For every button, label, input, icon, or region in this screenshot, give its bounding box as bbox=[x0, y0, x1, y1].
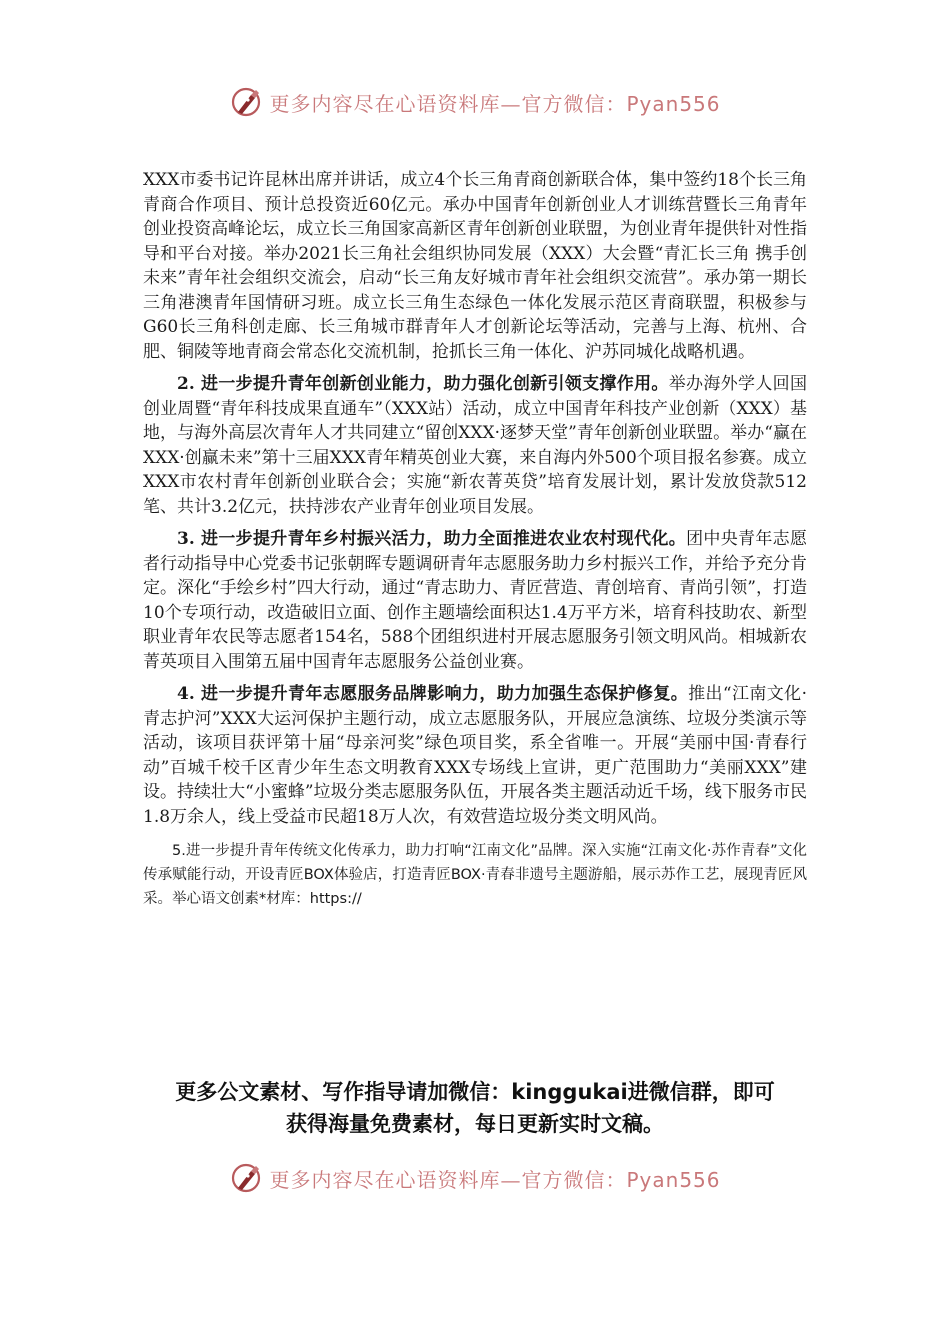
banner-prefix: 更多内容尽在心语资料库—官方微信： bbox=[269, 1167, 627, 1192]
pen-nib-logo-icon bbox=[229, 85, 263, 119]
banner-prefix: 更多内容尽在心语资料库—官方微信： bbox=[269, 91, 627, 116]
promo-line-2: 获得海量免费素材，每日更新实时文稿。 bbox=[286, 1112, 664, 1136]
promo-line-1: 更多公文素材、写作指导请加微信：kinggukai进微信群，即可 bbox=[175, 1080, 775, 1104]
paragraph-3 bbox=[143, 527, 807, 674]
paragraph-4-heading: 4. 进一步提升青年志愿服务品牌影响力，助力加强生态保护修复。 bbox=[177, 684, 689, 704]
paragraph-5: 5.进一步提升青年传统文化传承力，助力打响“江南文化”品牌。深入实施“江南文化·苏作青春”文化传承赋能行动，开设青匠BOX体验店，打造青匠BOX·青春非遗号主题游船，展示苏作工艺，展现青匠风采。举心语文创素*材库：https:// bbox=[143, 843, 807, 907]
paragraph-4 bbox=[143, 682, 807, 829]
document-body bbox=[143, 168, 807, 911]
banner-text bbox=[269, 1164, 720, 1193]
pen-nib-logo-icon bbox=[229, 1161, 263, 1195]
header-banner bbox=[0, 80, 950, 124]
paragraph-2 bbox=[143, 372, 807, 519]
banner-text bbox=[269, 88, 720, 117]
paragraph-continued: XXX市委书记许昆林出席并讲话，成立4个长三角青商创新联合体，集中签约18个长三角青商合作项目、预计总投资近60亿元。承办中国青年创新创业人才训练营暨长三角青年创业投资高峰论坛，成立长三角国家高新区青年创新创业联盟，为创业青年提供针对性指导和平台对接。举办2021长三角社会组织协同发展（XXX）大会暨“青汇长三角 携手创未来”青年社会组织交流会，启动“长三角友好城市青年社会组织交流营”。承办第一期长三角港澳青年国情研习班。成立长三角生态绿色一体化发展示范区青商联盟，积极参与G60长三角科创走廊、长三角城市群青年人才创新论坛等活动，完善与上海、杭州、合肥、铜陵等地青商会常态化交流机制，抢抓长三角一体化、沪苏同城化战略机遇。 bbox=[143, 170, 807, 362]
paragraph-2-heading: 2. 进一步提升青年创新创业能力，助力强化创新引领支撑作用。 bbox=[177, 374, 669, 394]
footer-banner bbox=[0, 1156, 950, 1200]
paragraph-2-text: 举办海外学人回国创业周暨“青年科技成果直通车”（XXX站）活动，成立中国青年科技产业创新（XXX）基地，与海外高层次青年人才共同建立“留创XXX·逐梦天堂”青年创新创业联盟。举办“赢在XXX·创赢未来”第十三届XXX青年精英创业大赛，来自海内外500个项目报名参赛。成立XXX市农村青年创新创业联合会；实施“新农菁英贷”培育发展计划，累计发放贷款512笔、共计3.2亿元，扶持涉农产业青年创业项目发展。 bbox=[143, 374, 807, 517]
promo-block bbox=[120, 1076, 830, 1140]
paragraph-3-heading: 3. 进一步提升青年乡村振兴活力，助力全面推进农业农村现代化。 bbox=[177, 529, 687, 549]
paragraph-3-text: 团中央青年志愿者行动指导中心党委书记张朝晖专题调研青年志愿服务助力乡村振兴工作，并给予充分肯定。深化“手绘乡村”四大行动，通过“青志助力、青匠营造、青创培育、青尚引领”，打造10个专项行动，改造破旧立面、创作主题墙绘面积达1.4万平方米，培育科技助农、新型职业青年农民等志愿者154名，588个团组织进村开展志愿服务引领文明风尚。相城新农菁英项目入围第五届中国青年志愿服务公益创业赛。 bbox=[143, 529, 808, 672]
wechat-id: Pyan556 bbox=[626, 1167, 721, 1192]
paragraph-4-text: 推出“江南文化·青志护河”XXX大运河保护主题行动，成立志愿服务队，开展应急演练、垃圾分类演示等活动，该项目获评第十届“母亲河奖”绿色项目奖，系全省唯一。开展“美丽中国·青春行动”百城千校千区青少年生态文明教育XXX专场线上宣讲，更广范围助力“美丽XXX”建设。持续壮大“小蜜蜂”垃圾分类志愿服务队伍，开展各类主题活动近千场，线下服务市民1.8万余人，线上受益市民超18万人次，有效营造垃圾分类文明风尚。 bbox=[143, 684, 807, 827]
wechat-id: Pyan556 bbox=[626, 91, 721, 116]
